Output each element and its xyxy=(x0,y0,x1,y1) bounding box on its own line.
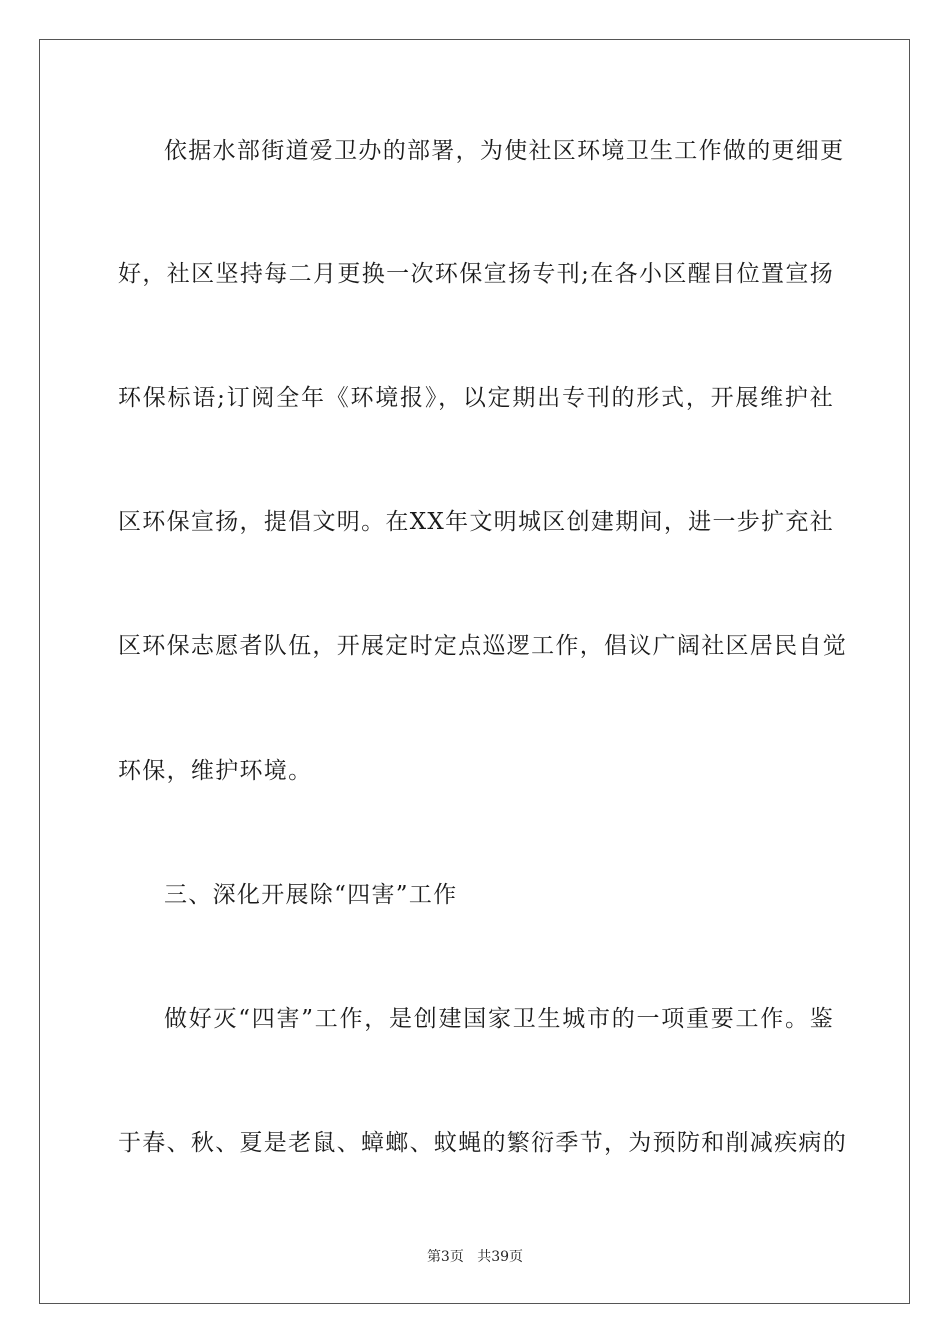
paragraph-line: 区环保志愿者队伍，开展定时定点巡逻工作，倡议广阔社区居民自觉 xyxy=(118,633,847,659)
paragraph-line: 环保，维护环境。 xyxy=(118,758,313,784)
paragraph-line: 好，社区坚持每二月更换一次环保宣扬专刊;在各小区醒目位置宣扬 xyxy=(118,261,834,287)
page-footer xyxy=(0,1248,950,1266)
page-border xyxy=(39,39,910,1304)
section-heading: 三、深化开展除“四害”工作 xyxy=(164,882,458,908)
paragraph-line: 做好灭“四害”工作，是创建国家卫生城市的一项重要工作。鉴 xyxy=(164,1006,834,1032)
page-total: 共39页 xyxy=(477,1249,524,1265)
page-number: 第3页 xyxy=(426,1249,464,1265)
paragraph-line: 环保标语;订阅全年《环境报》，以定期出专刊的形式，开展维护社 xyxy=(118,385,834,411)
paragraph-line: 区环保宣扬，提倡文明。在XX年文明城区创建期间，进一步扩充社 xyxy=(118,509,834,535)
paragraph-line: 于春、秋、夏是老鼠、蟑螂、蚊蝇的繁衍季节，为预防和削减疾病的 xyxy=(118,1130,847,1156)
paragraph-line: 依据水部街道爱卫办的部署，为使社区环境卫生工作做的更细更 xyxy=(164,138,845,164)
